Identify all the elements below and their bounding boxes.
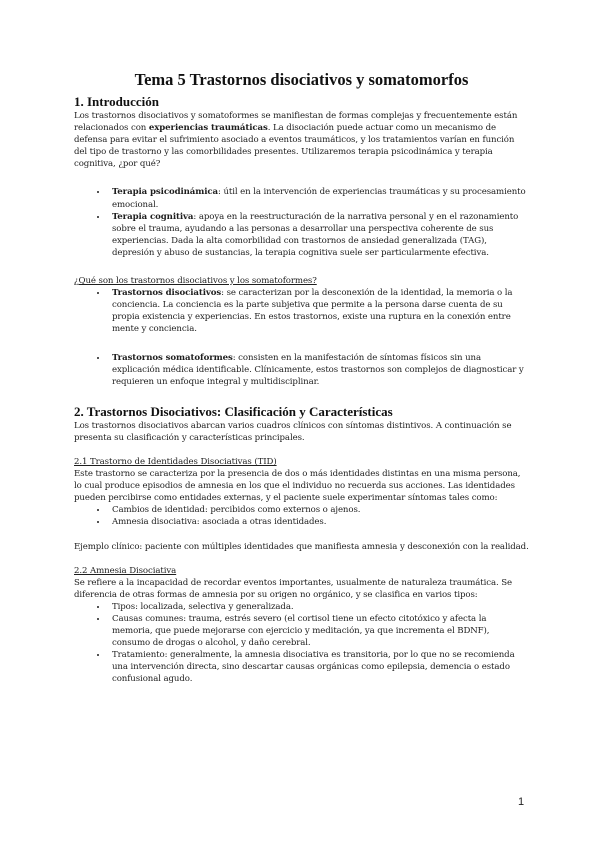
definitions-list — [74, 287, 529, 335]
intro-text-cont: . La disociación puede actuar como un mecanismo de defensa para evitar el sufrimiento asociado a eventos traumáticos, y los tratamientos varían en función del tipo de trastorno y las comorbilidades presentes. Utilizaremos terapia psicodinámica y terapia cognitiva, ¿por qué? — [74, 123, 515, 170]
section-2-intro: Los trastornos disociativos abarcan varios cuadros clínicos con síntomas distintivos. A continuación se presenta su clasificación y características principales. — [74, 420, 512, 443]
subsection-2-1-text: Este trastorno se caracteriza por la presencia de dos o más identidades distintas en una misma persona, lo cual produce episodios de amnesia en los que el individuo no recuerda sus acciones. Las identidades pueden percibirse como entidades externas, y el paciente suele experimentar síntomas tales como: — [74, 469, 521, 504]
intro-emphasis: experiencias traumáticas — [148, 123, 268, 134]
list-term: Terapia cognitiva — [112, 211, 194, 222]
list-item: • Amnesia disociativa: asociada a otras identidades. — [108, 516, 529, 528]
intro-text: Los trastornos disociativos y somatoformes se manifiestan de formas complejas y frecuentemente están relacionados con — [74, 111, 518, 134]
definitions-list-2 — [74, 352, 529, 388]
subsection-2-1-heading: 2.1 Trastorno de Identidades Disociativas (TID) — [74, 456, 277, 467]
list-item — [108, 352, 529, 388]
subsection-2-2-text: Se refiere a la incapacidad de recordar eventos importantes, usualmente de naturaleza traumática. Se diferencia de otras formas de amnesia por su origen no orgánico, y se clasifica en varios tipos: — [74, 577, 513, 600]
page-title: Tema 5 Trastornos disociativos y somatomorfos — [134, 70, 469, 89]
list-item: • Tratamiento: generalmente, la amnesia disociativa es transitoria, por lo que no se recomienda una intervención directa, sino descartar causas orgánicas como epilepsia, demencia o estado confusional agudo. — [108, 649, 529, 685]
list-item: • Tipos: localizada, selectiva y generalizada. — [108, 601, 529, 613]
list-text: : se caracterizan por la desconexión de la identidad, la memoria o la conciencia. La conciencia es la parte subjetiva que permite a la persona darse cuenta de su propia existencia y experiencias. En estos trastornos, existe una ruptura en la conexión entre mente y conciencia. — [112, 288, 513, 335]
list-text: : útil en la intervención de experiencias traumáticas y su procesamiento emocional. — [112, 187, 526, 210]
section-1-heading: 1. Introducción — [74, 94, 159, 109]
tid-symptoms-list — [74, 504, 529, 528]
list-text: : consisten en la manifestación de síntomas físicos sin una explicación médica identificable. Clínicamente, estos trastornos son complejos de diagnosticar y requieren un enfoque integral y multidisciplinar. — [112, 352, 524, 387]
page-number: 1 — [518, 796, 525, 808]
list-item — [108, 287, 529, 335]
list-text: : apoya en la reestructuración de la narrativa personal y en el razonamiento sobre el trauma, ayudando a las personas a desarrollar una perspectiva coherente de sus experiencias. Dada la alta comorbilidad con trastornos de ansiedad generalizada (TAG), depresión y abuso de sustancias, la terapia cognitiva suele ser particularmente efectiva. — [112, 211, 519, 258]
list-item — [108, 186, 529, 210]
clinical-example: Ejemplo clínico: paciente con múltiples identidades que manifiesta amnesia y desconexión con la realidad. — [74, 541, 529, 552]
list-term: Trastornos somatoformes — [112, 352, 233, 363]
list-item: • Cambios de identidad: percibidos como externos o ajenos. — [108, 504, 529, 516]
section-1-intro — [74, 110, 529, 170]
list-item — [108, 211, 529, 259]
therapy-list — [74, 186, 529, 259]
list-term: Trastornos disociativos — [112, 288, 222, 299]
question-subheading: ¿Qué son los trastornos disociativos y los somatoformes? — [74, 276, 317, 287]
document-page — [74, 70, 529, 686]
list-term: Terapia psicodinámica — [112, 187, 219, 198]
list-item: • Causas comunes: trauma, estrés severo (el cortisol tiene un efecto citotóxico y afecta la memoria, que puede mejorarse con ejercicio y meditación, ya que incrementa el BDNF), consumo de drogas o alcohol, y daño cerebral. — [108, 613, 529, 649]
section-2-heading: 2. Trastornos Disociativos: Clasificación y Características — [74, 403, 393, 419]
amnesia-list — [74, 601, 529, 686]
subsection-2-2-heading: 2.2 Amnesia Disociativa — [74, 565, 177, 576]
